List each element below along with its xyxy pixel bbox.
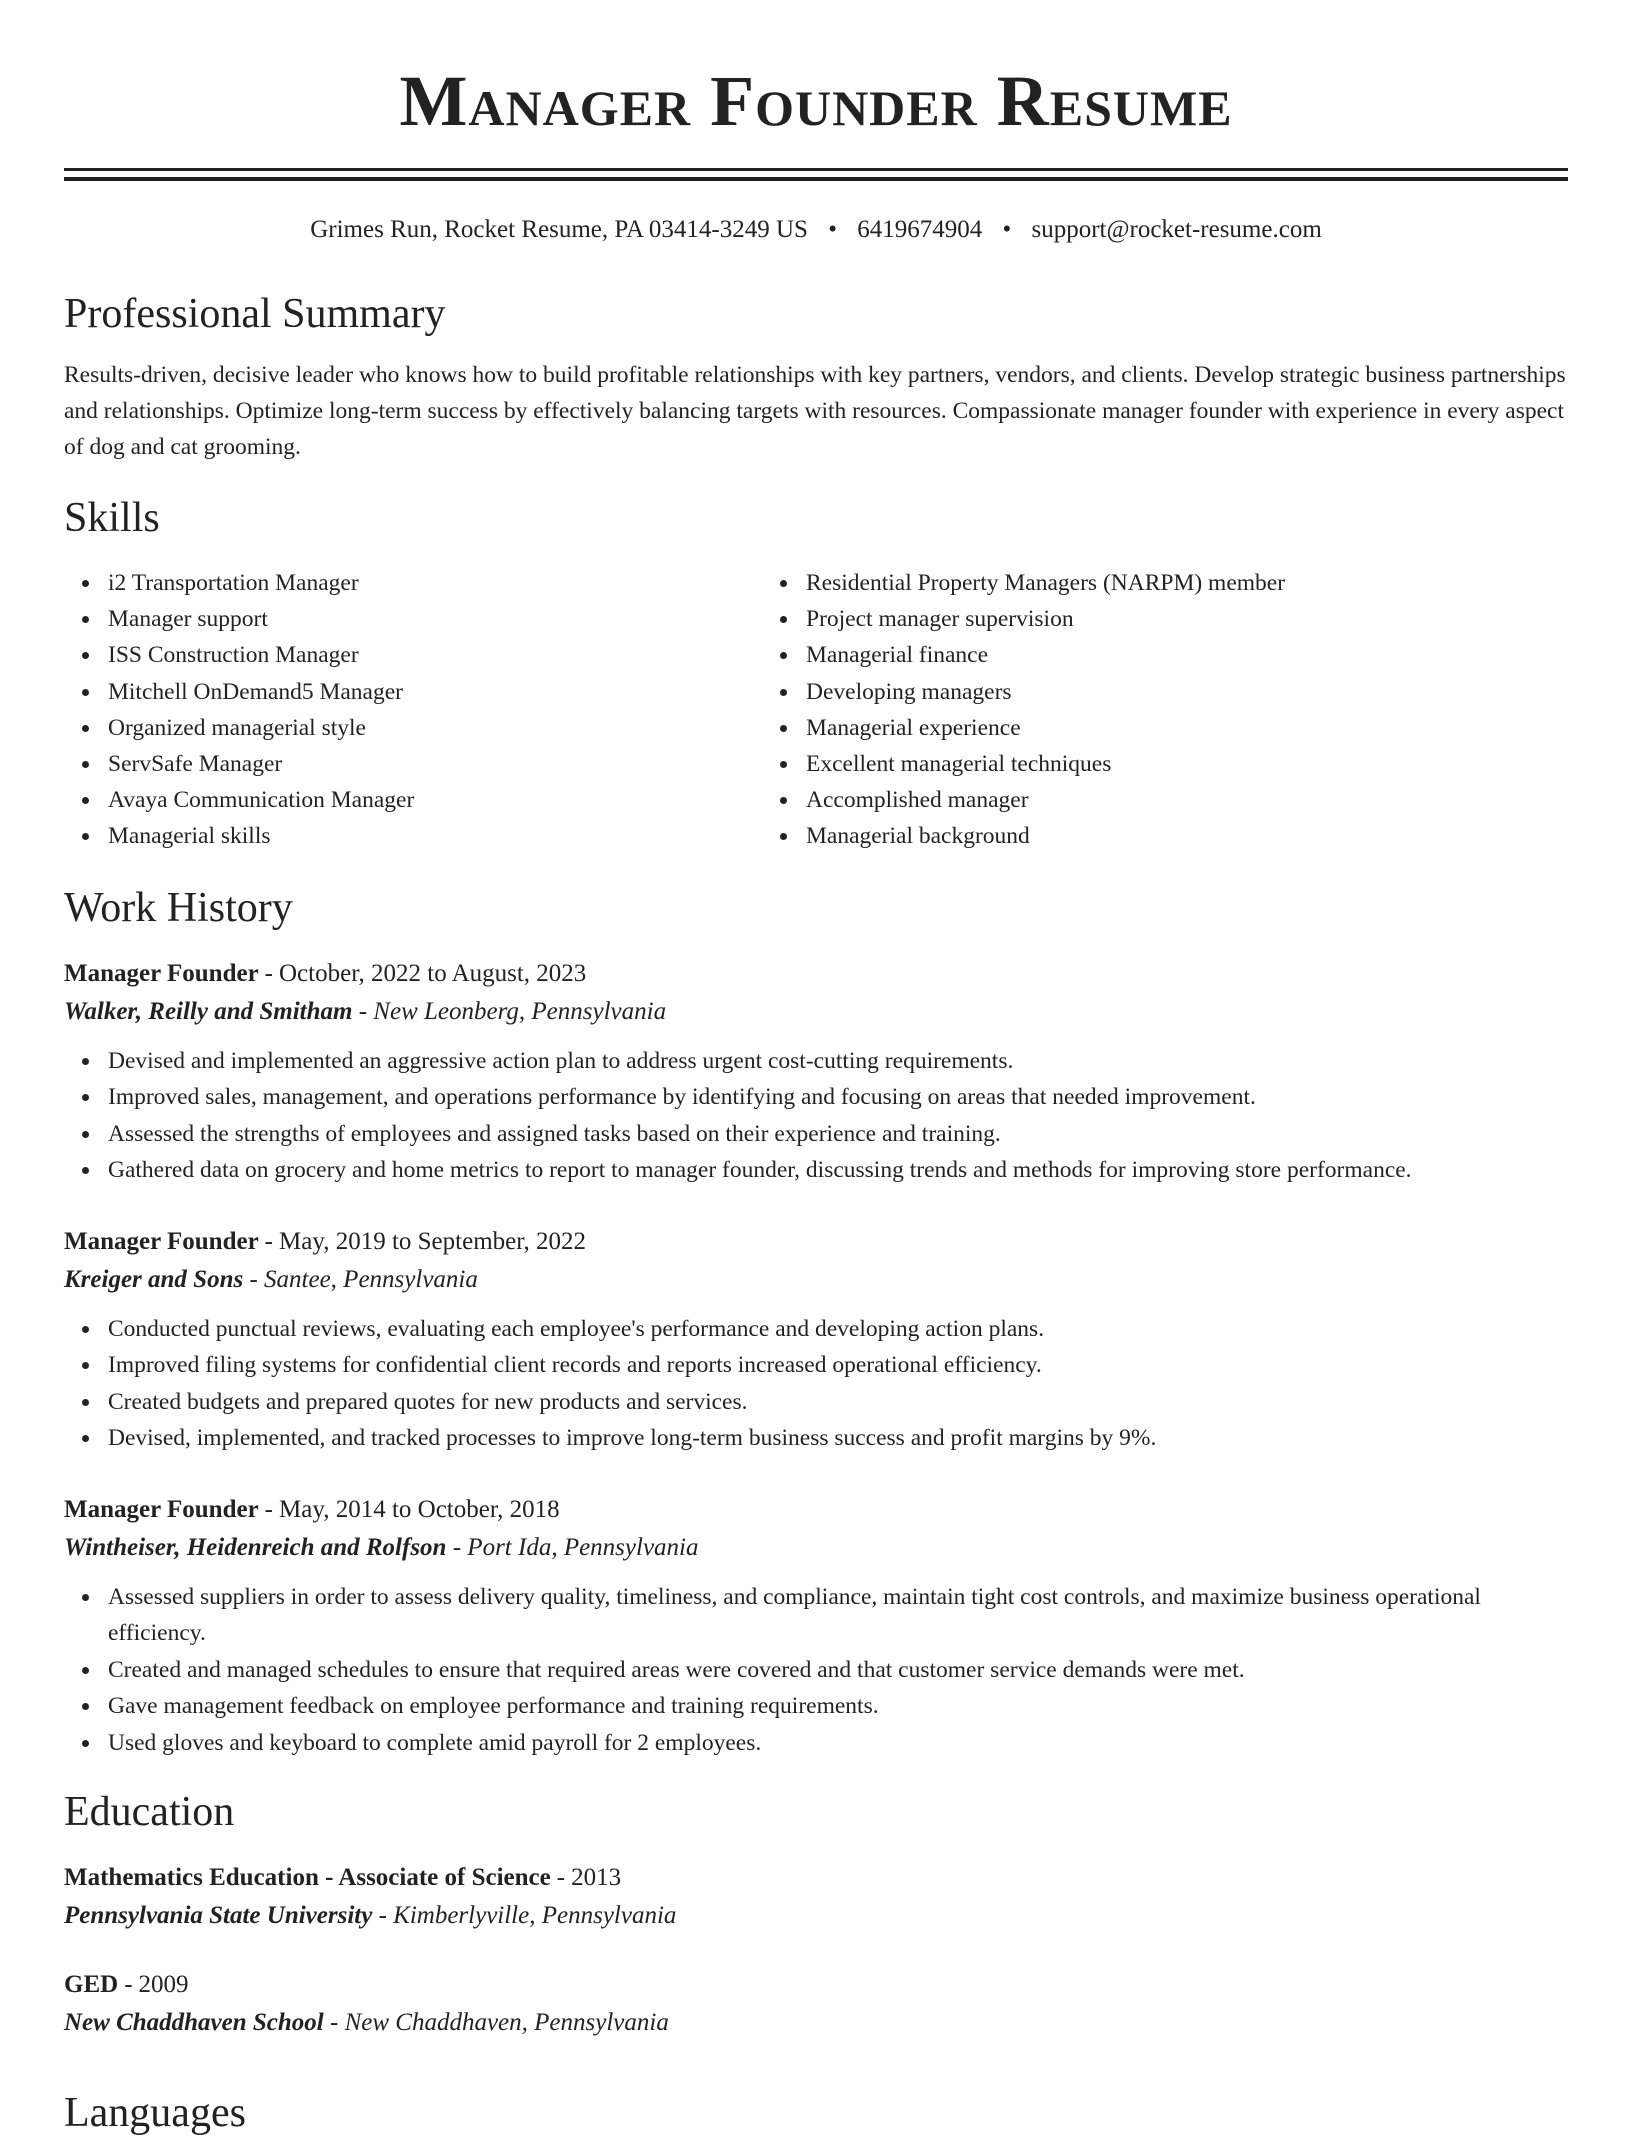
education-degree-line: Mathematics Education - Associate of Science - 2013: [64, 1864, 622, 1892]
education-school-line: New Chaddhaven School - New Chaddhaven, Pennsylvania: [64, 2009, 669, 2037]
job-dates: October, 2022 to August, 2023: [279, 959, 587, 987]
job-location: Port Ida, Pennsylvania: [467, 1533, 699, 1561]
job-location: New Leonberg, Pennsylvania: [373, 997, 667, 1025]
education-degree-line: GED - 2009: [64, 1971, 189, 1999]
skill-item: Residential Property Managers (NARPM) member: [806, 565, 1460, 601]
skill-item: Accomplished manager: [806, 782, 1460, 818]
job-dates: May, 2019 to September, 2022: [279, 1227, 587, 1255]
skill-item: Project manager supervision: [806, 601, 1460, 637]
job-duty-item: Conducted punctual reviews, evaluating each employee's performance and developing action plans.: [108, 1311, 1568, 1348]
skill-item: Manager support: [108, 601, 762, 637]
education-entry: [64, 1966, 1568, 2042]
skill-item: Excellent managerial techniques: [806, 746, 1460, 782]
contact-separator: •: [828, 216, 837, 243]
skills-column-right: [762, 565, 1460, 855]
job-employer: Walker, Reilly and Smitham: [64, 997, 353, 1025]
summary-heading: Professional Summary: [64, 291, 446, 337]
education-entry: [64, 1859, 1568, 1935]
job-title: Manager Founder: [64, 959, 259, 987]
job-duty-item: Gathered data on grocery and home metrics to report to manager founder, discussing trends and methods for improving store performance.: [108, 1152, 1568, 1189]
education-school-line: Pennsylvania State University - Kimberlyville, Pennsylvania: [64, 1902, 677, 1930]
job-employer-line: Wintheiser, Heidenreich and Rolfson - Port Ida, Pennsylvania: [64, 1533, 699, 1561]
skill-item: Developing managers: [806, 674, 1460, 710]
job-duty-item: Created and managed schedules to ensure that required areas were covered and that customer service demands were met.: [108, 1652, 1568, 1689]
skill-item: Mitchell OnDemand5 Manager: [108, 674, 762, 710]
job-employer: Kreiger and Sons: [64, 1265, 244, 1293]
skill-item: ServSafe Manager: [108, 746, 762, 782]
skill-item: Managerial background: [806, 818, 1460, 854]
skills-column-left: [64, 565, 762, 855]
education-degree: Mathematics Education - Associate of Science: [64, 1864, 551, 1892]
contact-email: support@rocket-resume.com: [1031, 216, 1322, 243]
resume-page: [64, 0, 1568, 2042]
job-duties-list: [64, 1579, 1568, 1762]
resume-title: Manager Founder Resume: [399, 61, 1233, 141]
education-school: Pennsylvania State University: [64, 1902, 373, 1930]
summary-text: Results-driven, decisive leader who knows how to build profitable relationships with key partners, vendors, and clients. Develop strategic business partnerships and relationships. Optimize long-term success by effectively balancing targets with resources. Compassionate manager founder with experience in every aspect of dog and cat grooming.: [64, 362, 1566, 460]
contact-line: [64, 215, 1568, 245]
job-employer-line: Kreiger and Sons - Santee, Pennsylvania: [64, 1265, 478, 1293]
education-school: New Chaddhaven School: [64, 2009, 324, 2037]
job-title: Manager Founder: [64, 1227, 259, 1255]
job-entry: [64, 1223, 1568, 1457]
education-degree: GED: [64, 1971, 119, 1999]
education-location: Kimberlyville, Pennsylvania: [393, 1902, 677, 1930]
contact-phone: 6419674904: [857, 216, 983, 243]
job-duty-item: Assessed the strengths of employees and assigned tasks based on their experience and training.: [108, 1116, 1568, 1153]
job-employer-line: Walker, Reilly and Smitham - New Leonberg, Pennsylvania: [64, 997, 667, 1025]
education-year: 2013: [571, 1864, 622, 1892]
work-history-heading: Work History: [64, 884, 293, 931]
job-title: Manager Founder: [64, 1495, 259, 1523]
job-duties-list: [64, 1043, 1568, 1189]
skill-item: Managerial experience: [806, 710, 1460, 746]
skill-item: i2 Transportation Manager: [108, 565, 762, 601]
education-heading: Education: [64, 1789, 235, 1836]
job-employer: Wintheiser, Heidenreich and Rolfson: [64, 1533, 447, 1561]
skill-item: Avaya Communication Manager: [108, 782, 762, 818]
languages-heading: Languages: [64, 2090, 246, 2136]
job-duty-item: Improved filing systems for confidential client records and reports increased operational efficiency.: [108, 1347, 1568, 1384]
contact-separator: •: [1002, 216, 1012, 243]
contact-address: Grimes Run, Rocket Resume, PA 03414-3249 US: [310, 216, 808, 243]
job-duty-item: Devised, implemented, and tracked processes to improve long-term business success and profit margins by 9%.: [108, 1420, 1568, 1457]
job-duty-item: Used gloves and keyboard to complete amid payroll for 2 employees.: [108, 1725, 1568, 1762]
skill-item: ISS Construction Manager: [108, 637, 762, 673]
job-title-line: Manager Founder - October, 2022 to August, 2023: [64, 959, 587, 987]
skill-item: Managerial skills: [108, 818, 762, 854]
job-entry: [64, 1491, 1568, 1762]
skill-item: Managerial finance: [806, 637, 1460, 673]
job-title-line: Manager Founder - May, 2019 to September, 2022: [64, 1227, 587, 1255]
job-entry: [64, 955, 1568, 1189]
title-double-rule: [64, 168, 1568, 181]
skills-list: [64, 565, 1568, 855]
skill-item: Organized managerial style: [108, 710, 762, 746]
job-duty-item: Improved sales, management, and operations performance by identifying and focusing on areas that needed improvement.: [108, 1079, 1568, 1116]
job-dates: May, 2014 to October, 2018: [279, 1495, 560, 1523]
skills-heading: Skills: [64, 495, 160, 541]
job-title-line: Manager Founder - May, 2014 to October, 2018: [64, 1495, 560, 1523]
job-duty-item: Created budgets and prepared quotes for new products and services.: [108, 1384, 1568, 1421]
education-year: 2009: [138, 1971, 189, 1999]
job-location: Santee, Pennsylvania: [264, 1265, 478, 1293]
job-duties-list: [64, 1311, 1568, 1457]
job-duty-item: Gave management feedback on employee performance and training requirements.: [108, 1688, 1568, 1725]
job-duty-item: Devised and implemented an aggressive action plan to address urgent cost-cutting requirements.: [108, 1043, 1568, 1080]
job-duty-item: Assessed suppliers in order to assess delivery quality, timeliness, and compliance, maintain tight cost controls, and maximize business operational efficiency.: [108, 1579, 1568, 1652]
education-location: New Chaddhaven, Pennsylvania: [344, 2009, 669, 2037]
